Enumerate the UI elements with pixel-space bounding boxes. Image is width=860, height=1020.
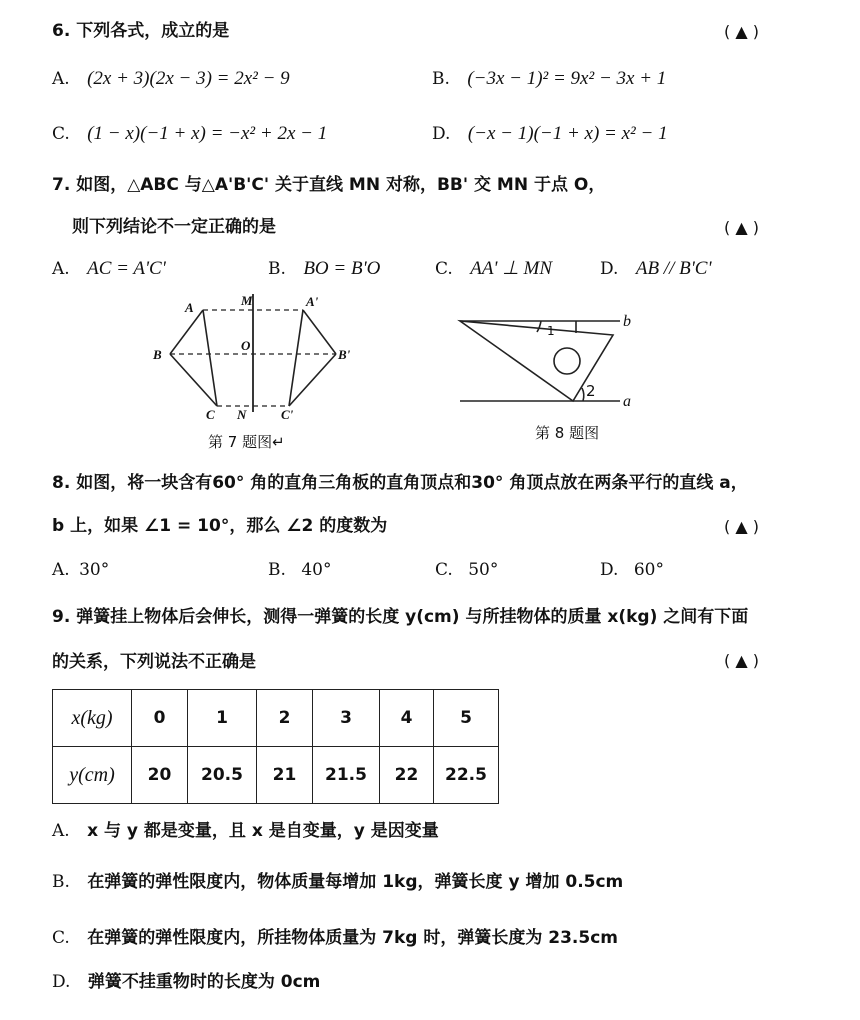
option-text: AB // B'C' (635, 258, 712, 279)
option-label: C. (52, 928, 70, 948)
option-label: A. (52, 821, 70, 841)
q6-option-b (432, 68, 666, 90)
option-text: AA' ⊥ MN (470, 258, 553, 279)
option-label: B. (268, 259, 286, 279)
table-cell: 20.5 (188, 747, 257, 804)
option-text: 30° (79, 560, 110, 580)
option-label: A. (52, 69, 70, 89)
segment-ac (203, 310, 217, 406)
table-cell: 22 (380, 747, 434, 804)
segment-ab (170, 310, 203, 354)
angle-2-arc (582, 388, 584, 401)
q9-stem-line2: 的关系，下列说法不正确是 (52, 652, 256, 672)
option-text: x 与 y 都是变量，且 x 是自变量，y 是因变量 (87, 821, 439, 841)
option-label: C. (435, 560, 453, 580)
option-text: 40° (301, 560, 332, 580)
option-text: 弹簧不挂重物时的长度为 0cm (87, 972, 321, 992)
option-label: D. (600, 259, 619, 279)
q6-option-c (52, 123, 327, 145)
q9-option-b (52, 871, 623, 893)
table-header-y: y(cm) (53, 747, 132, 804)
q9-stem-line1: 9. 弹簧挂上物体后会伸长，测得一弹簧的长度 y(cm) 与所挂物体的质量 x(kg) 之间有下面 (52, 607, 749, 627)
table-cell: 21.5 (313, 747, 380, 804)
label-b-prime: B' (338, 347, 351, 362)
option-label: B. (432, 69, 450, 89)
option-label: D. (432, 124, 451, 144)
table-cell: 2 (257, 690, 313, 747)
label-c: C (206, 407, 215, 422)
q9-option-d (52, 971, 320, 993)
label-m: M (241, 293, 253, 308)
option-label: D. (52, 972, 71, 992)
q6-option-d (432, 123, 668, 145)
option-text: 50° (468, 560, 499, 580)
option-label: A. (52, 259, 70, 279)
option-label: C. (52, 124, 70, 144)
table-cell: 5 (434, 690, 499, 747)
q9-option-a (52, 820, 439, 842)
angle-1-arc (537, 321, 541, 332)
q7-option-a (52, 258, 166, 280)
label-b: b (623, 313, 631, 330)
table-cell: 20 (132, 747, 188, 804)
q8-option-d (600, 559, 664, 581)
option-text: AC = A'C' (87, 258, 166, 279)
table-row (53, 747, 499, 804)
q9-answer-mark: ( ▲ ) (724, 651, 759, 670)
q7-figure (140, 288, 380, 428)
q8-option-c (435, 559, 498, 581)
q9-option-c (52, 927, 618, 949)
option-text: (1 − x)(−1 + x) = −x² + 2x − 1 (87, 123, 328, 144)
label-c-prime: C' (281, 407, 294, 422)
q8-stem-line2: b 上，如果 ∠1 = 10°，那么 ∠2 的度数为 (52, 516, 388, 536)
option-text: BO = B'O (303, 258, 381, 279)
option-text: (−3x − 1)² = 9x² − 3x + 1 (467, 68, 667, 89)
label-angle-1: 1 (547, 324, 555, 338)
q9-data-table (52, 689, 499, 804)
table-cell: 4 (380, 690, 434, 747)
q8-stem-line1: 8. 如图，将一块含有60° 角的直角三角板的直角顶点和30° 角顶点放在两条平行的直线 a， (52, 473, 748, 493)
option-text: (2x + 3)(2x − 3) = 2x² − 9 (87, 68, 290, 89)
q7-option-c (435, 258, 552, 280)
q7-option-d (600, 258, 712, 280)
q8-figure-caption: 第 8 题图 (535, 424, 600, 442)
table-cell: 21 (257, 747, 313, 804)
table-cell: 0 (132, 690, 188, 747)
option-label: C. (435, 259, 453, 279)
option-label: B. (268, 560, 286, 580)
label-o: O (241, 338, 251, 353)
option-text: 60° (633, 560, 664, 580)
label-a-prime: A' (306, 294, 319, 309)
q7-answer-mark: ( ▲ ) (724, 218, 759, 237)
table-cell: 22.5 (434, 747, 499, 804)
q6-answer-mark: ( ▲ ) (724, 22, 759, 41)
option-text: 在弹簧的弹性限度内，所挂物体质量为 7kg 时，弹簧长度为 23.5cm (87, 928, 619, 948)
q7-figure-caption: 第 7 题图↵ (208, 433, 285, 451)
q8-figure (455, 305, 655, 420)
q6-option-a (52, 68, 290, 90)
table-cell: 1 (188, 690, 257, 747)
q8-option-b (268, 559, 331, 581)
label-a: a (623, 393, 631, 410)
ruler-hole (554, 348, 580, 374)
q8-answer-mark: ( ▲ ) (724, 517, 759, 536)
label-n: N (237, 407, 247, 422)
table-header-x: x(kg) (53, 690, 132, 747)
q7-stem-line2: 则下列结论不一定正确的是 (72, 217, 276, 237)
option-label: B. (52, 872, 70, 892)
q8-option-a (52, 559, 109, 581)
table-cell: 3 (313, 690, 380, 747)
label-angle-2: 2 (586, 382, 596, 400)
option-text: (−x − 1)(−1 + x) = x² − 1 (467, 123, 668, 144)
option-label: A. (52, 560, 70, 580)
label-b: B (153, 347, 162, 362)
q7-stem-line1: 7. 如图，△ABC 与△A'B'C' 关于直线 MN 对称，BB' 交 MN 于点 O， (52, 175, 606, 195)
label-a: A (185, 300, 194, 315)
option-label: D. (600, 560, 619, 580)
option-text: 在弹簧的弹性限度内，物体质量每增加 1kg，弹簧长度 y 增加 0.5cm (87, 872, 624, 892)
table-row (53, 690, 499, 747)
q6-stem: 6. 下列各式，成立的是 (52, 21, 230, 41)
segment-a2b2 (303, 310, 336, 354)
q7-option-b (268, 258, 380, 280)
segment-a2c2 (289, 310, 303, 406)
